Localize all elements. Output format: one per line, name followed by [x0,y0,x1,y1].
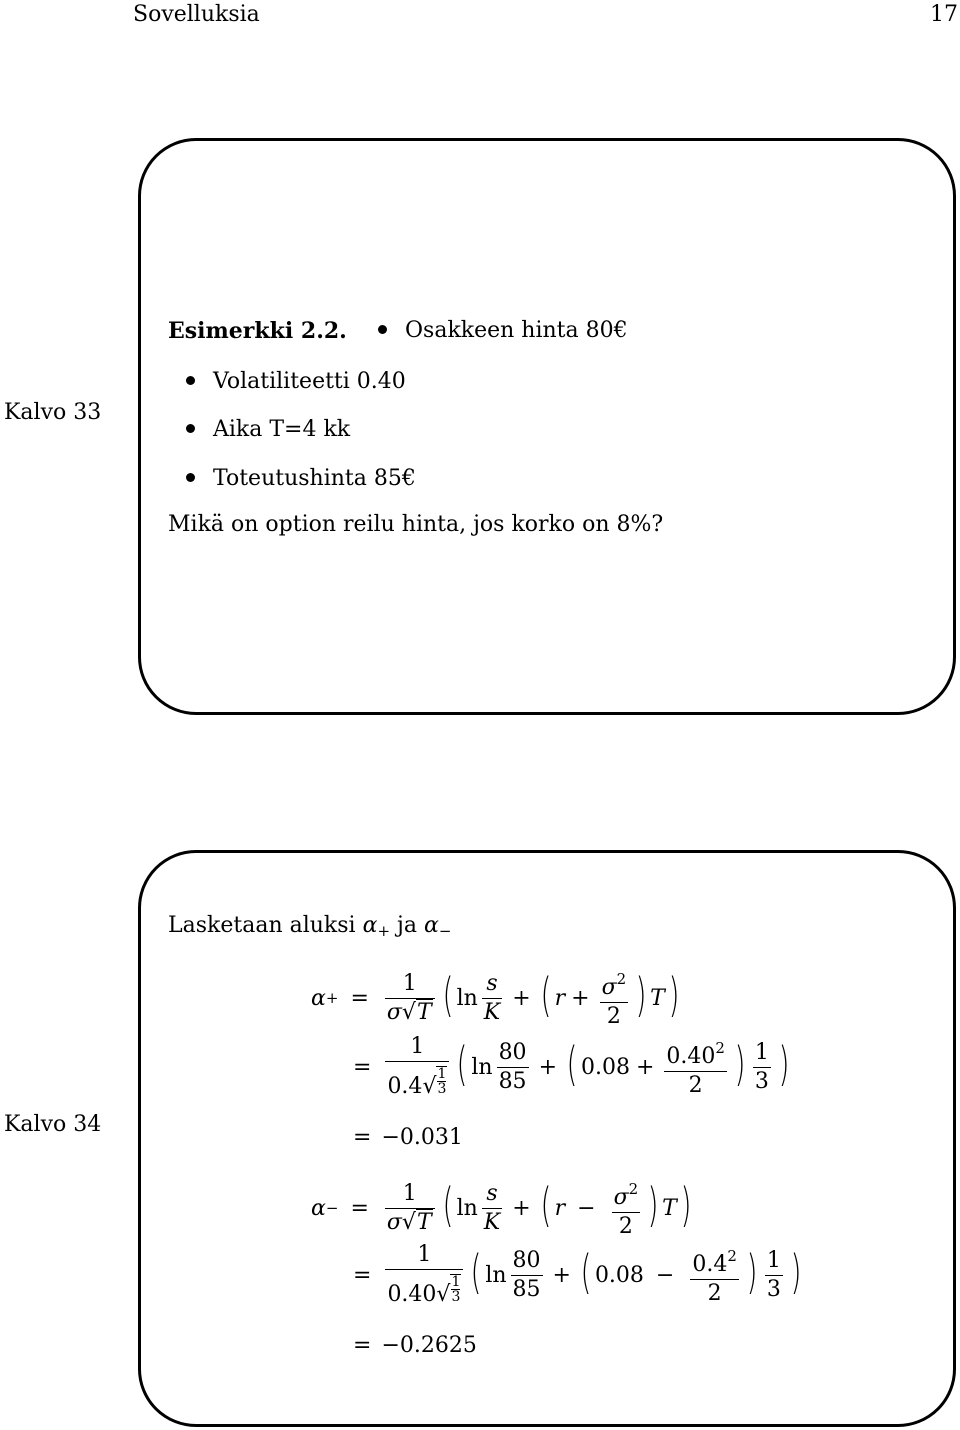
bullet-icon [186,376,195,385]
page-number: 17 [930,2,958,27]
slide-34-frame [138,850,956,1427]
alpha-minus-result: = −0.2625 [353,1333,477,1358]
page-header-title: Sovelluksia [133,2,260,27]
bullet-item: Volatiliteetti 0.40 [186,369,406,394]
bullet-icon [378,325,387,334]
bullet-item: Osakkeen hinta 80€ [378,318,628,343]
alpha-plus-result: = −0.031 [353,1125,463,1150]
alpha-plus-equation-line-1: α + = $\frac{1}{\sigma√T}$ ( ln $\frac{s}{K}$ + ( r + $\frac{\sigma^2}{2}$ ) T ) [311,965,683,1031]
slide-label-34: Kalvo 34 [4,1112,102,1137]
bullet-icon [186,473,195,482]
bullet-icon [186,424,195,433]
slide-label-33: Kalvo 33 [4,400,102,425]
alpha-minus-equation-line-1: α − = $\frac{1}{\sigma√T}$ ( ln $\frac{s}{K}$ + ( r − $\frac{\sigma^2}{2}$ ) T ) [311,1175,695,1241]
question-text: Mikä on option reilu hinta, jos korko on 8%? [168,512,664,537]
intro-line: Lasketaan aluksi $\alpha_+$ ja $\alpha_-$ [168,913,452,940]
alpha-plus-equation-line-2: = 1 0.4√ $\frac{1}{3}$ ( ln $\frac{80}{85}$ + ( 0.08 + $\frac{0.40^2}{2}$ ) $\frac{1}{3}$ ) [353,1034,790,1099]
bullet-item: Toteutushinta 85€ [186,466,416,491]
alpha-minus-equation-line-2: = 1 0.40√ $\frac{1}{3}$ ( ln $\frac{80}{85}$ + ( 0.08 − $\frac{0.4^2}{2}$ ) $\frac{1}{3}$ ) [353,1242,802,1307]
example-heading: Esimerkki 2.2. [168,318,347,344]
slide-33-frame [138,138,956,715]
bullet-item: Aika T=4 kk [186,417,350,442]
